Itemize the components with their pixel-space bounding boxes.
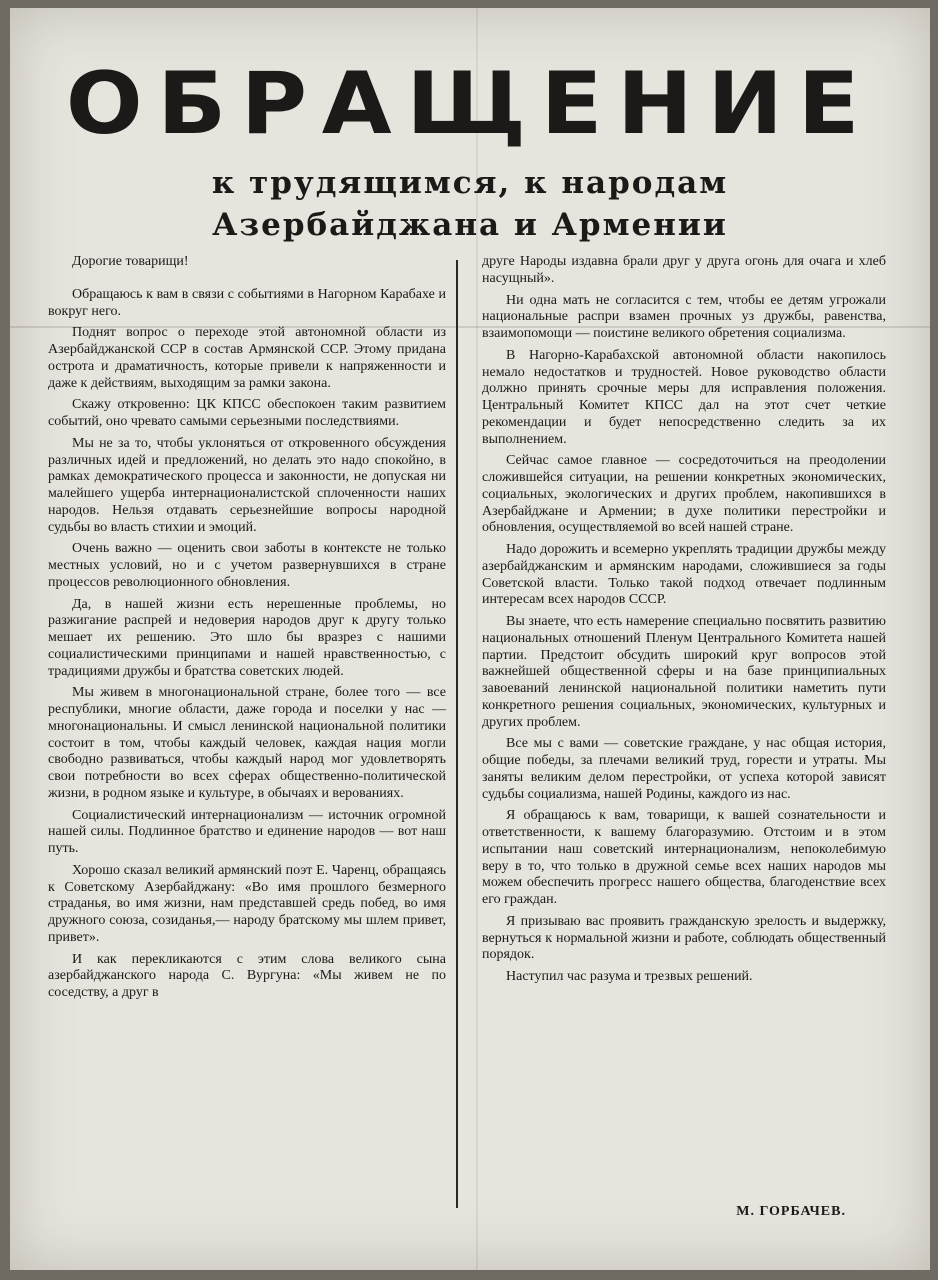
paragraph: И как перекликаются с этим слова великого сына азербайджанского народа С. Вургуна: «Мы живем не по соседству, а друг в bbox=[48, 951, 446, 1000]
subtitle-line-1: к трудящимся, к народам bbox=[211, 165, 729, 201]
paragraph: Я обращаюсь к вам, товарищи, к вашей сознательности и ответственности, к вашему благоразумию. Отстоим и в этом испытании наш советский интернационализм, непоколебимую веру в то, что только в дружной семье всех наших народов мы можем обеспечить прогресс нашего общества, благоденствие всех его граждан. bbox=[482, 808, 886, 907]
paragraph: Наступил час разума и трезвых решений. bbox=[506, 969, 753, 984]
paragraph: Социалистический интернационализм — источник огромной нашей силы. Подлинное братство и единение народов — вот наш путь. bbox=[48, 807, 446, 856]
paragraph: Все мы с вами — советские граждане, у нас общая история, общие победы, за плечами великий труд, горести и утраты. Мы заняты великим делом перестройки, от успеха которой зависят судьбы социализма, нашей Родины, каждого из нас. bbox=[482, 736, 886, 802]
paragraph-continued: друге Народы издавна брали друг у друга огонь для очага и хлеб насущный». bbox=[482, 254, 886, 286]
headline: ОБРАЩЕНИЕ bbox=[65, 54, 875, 154]
leaflet-sheet bbox=[10, 8, 930, 1270]
greeting: Дорогие товарищи! bbox=[72, 254, 189, 269]
subtitle-line-2: Азербайджана и Армении bbox=[212, 207, 728, 243]
paragraph: В Нагорно-Карабахской автономной области накопилось немало недостатков и трудностей. Новое руководство области должно принять срочные меры для исправления положения. Центральный Комитет КПСС дал на этот счет четкие рекомендации и будет непосредственно следить за их выполнением. bbox=[482, 347, 886, 447]
paragraph: Мы не за то, чтобы уклоняться от откровенного обсуждения различных идей и предложений, но делать это надо спокойно, в рамках демократического процесса и законности, не допуская ни малейшего ущерба интернационалистской сплоченности наших народов. Нельзя отдавать серьезнейшие вопросы народной судьбы во власть стихии и эмоций. bbox=[48, 435, 446, 535]
paragraph: Поднят вопрос о переходе этой автономной области из Азербайджанской ССР в состав Армянской ССР. Этому придана острота и драматичность, которые привели к напряженности и даже к действиям, выходящим за рамки закона. bbox=[48, 325, 446, 391]
paragraph: Вы знаете, что есть намерение специально посвятить развитию национальных отношений Пленум Центрального Комитета нашей партии. Предстоит обсудить широкий круг вопросов этой важнейшей общественной сферы и на базе принципиальных завоеваний ленинской национальной политики наметить пути конкретного решения социальных, экономических, культурных и других проблем. bbox=[482, 614, 886, 730]
paragraph: Мы живем в многонациональной стране, более того — все республики, многие области, даже города и поселки у нас — многонациональны. И смысл ленинской национальной политики состоит в том, чтобы каждый человек, каждая нация могли свободно развиваться, чтобы каждый народ мог удовлетворять свои потребности во всех сферах общественно-политической жизни, в родном языке и культуре, в обычаях и верованиях. bbox=[48, 685, 446, 801]
paragraph: Сейчас самое главное — сосредоточиться на преодолении сложившейся ситуации, на решении конкретных экономических, социальных, экологических и других проблем, накопившихся в Азербайджане и Армении; в духе политики перестройки и обновления, осуществляемой во всей нашей стране. bbox=[482, 453, 886, 536]
column-divider bbox=[456, 260, 458, 1208]
paragraph: Очень важно — оценить свои заботы в контексте не только местных условий, но и с учетом развернувшихся в стране процессов революционного обновления. bbox=[48, 541, 446, 590]
paragraph: Ни одна мать не согласится с тем, чтобы ее детям угрожали национальные распри взамен прочных уз дружбы, равенства, взаимопомощи — поистине великого обретения социализма. bbox=[482, 292, 886, 341]
paragraph: Хорошо сказал великий армянский поэт Е. Чаренц, обращаясь к Советскому Азербайджану: «Во имя прошлого безмерного страданья, во имя жизни, нам представшей средь побед, во имя дружного союза, созиданья,— народу братскому мы шлем привет, привет». bbox=[48, 862, 446, 945]
signature: М. ГОРБАЧЕВ. bbox=[736, 1204, 846, 1219]
paragraph: Да, в нашей жизни есть нерешенные проблемы, но разжигание распрей и недоверия народов друг к другу только мешает их решению. Это шло бы вразрез с нашими социалистическими принципами и нашей нравственностью, с традициями дружбы и братства советских людей. bbox=[48, 596, 446, 679]
left-column bbox=[48, 254, 446, 1007]
paragraph: Надо дорожить и всемерно укреплять традиции дружбы между азербайджанским и армянским народами, сложившиеся за годы Советской власти. Только такой подход отвечает подлинным интересам всех народов СССР. bbox=[482, 542, 886, 608]
paragraph: Я призываю вас проявить гражданскую зрелость и выдержку, вернуться к нормальной жизни и работе, соблюдать общественный порядок. bbox=[482, 913, 886, 963]
paragraph: Скажу откровенно: ЦК КПСС обеспокоен таким развитием событий, оно чревато самыми серьезными последствиями. bbox=[48, 397, 446, 429]
right-column bbox=[482, 254, 886, 991]
paragraph: Обращаюсь к вам в связи с событиями в Нагорном Карабахе и вокруг него. bbox=[48, 286, 446, 319]
